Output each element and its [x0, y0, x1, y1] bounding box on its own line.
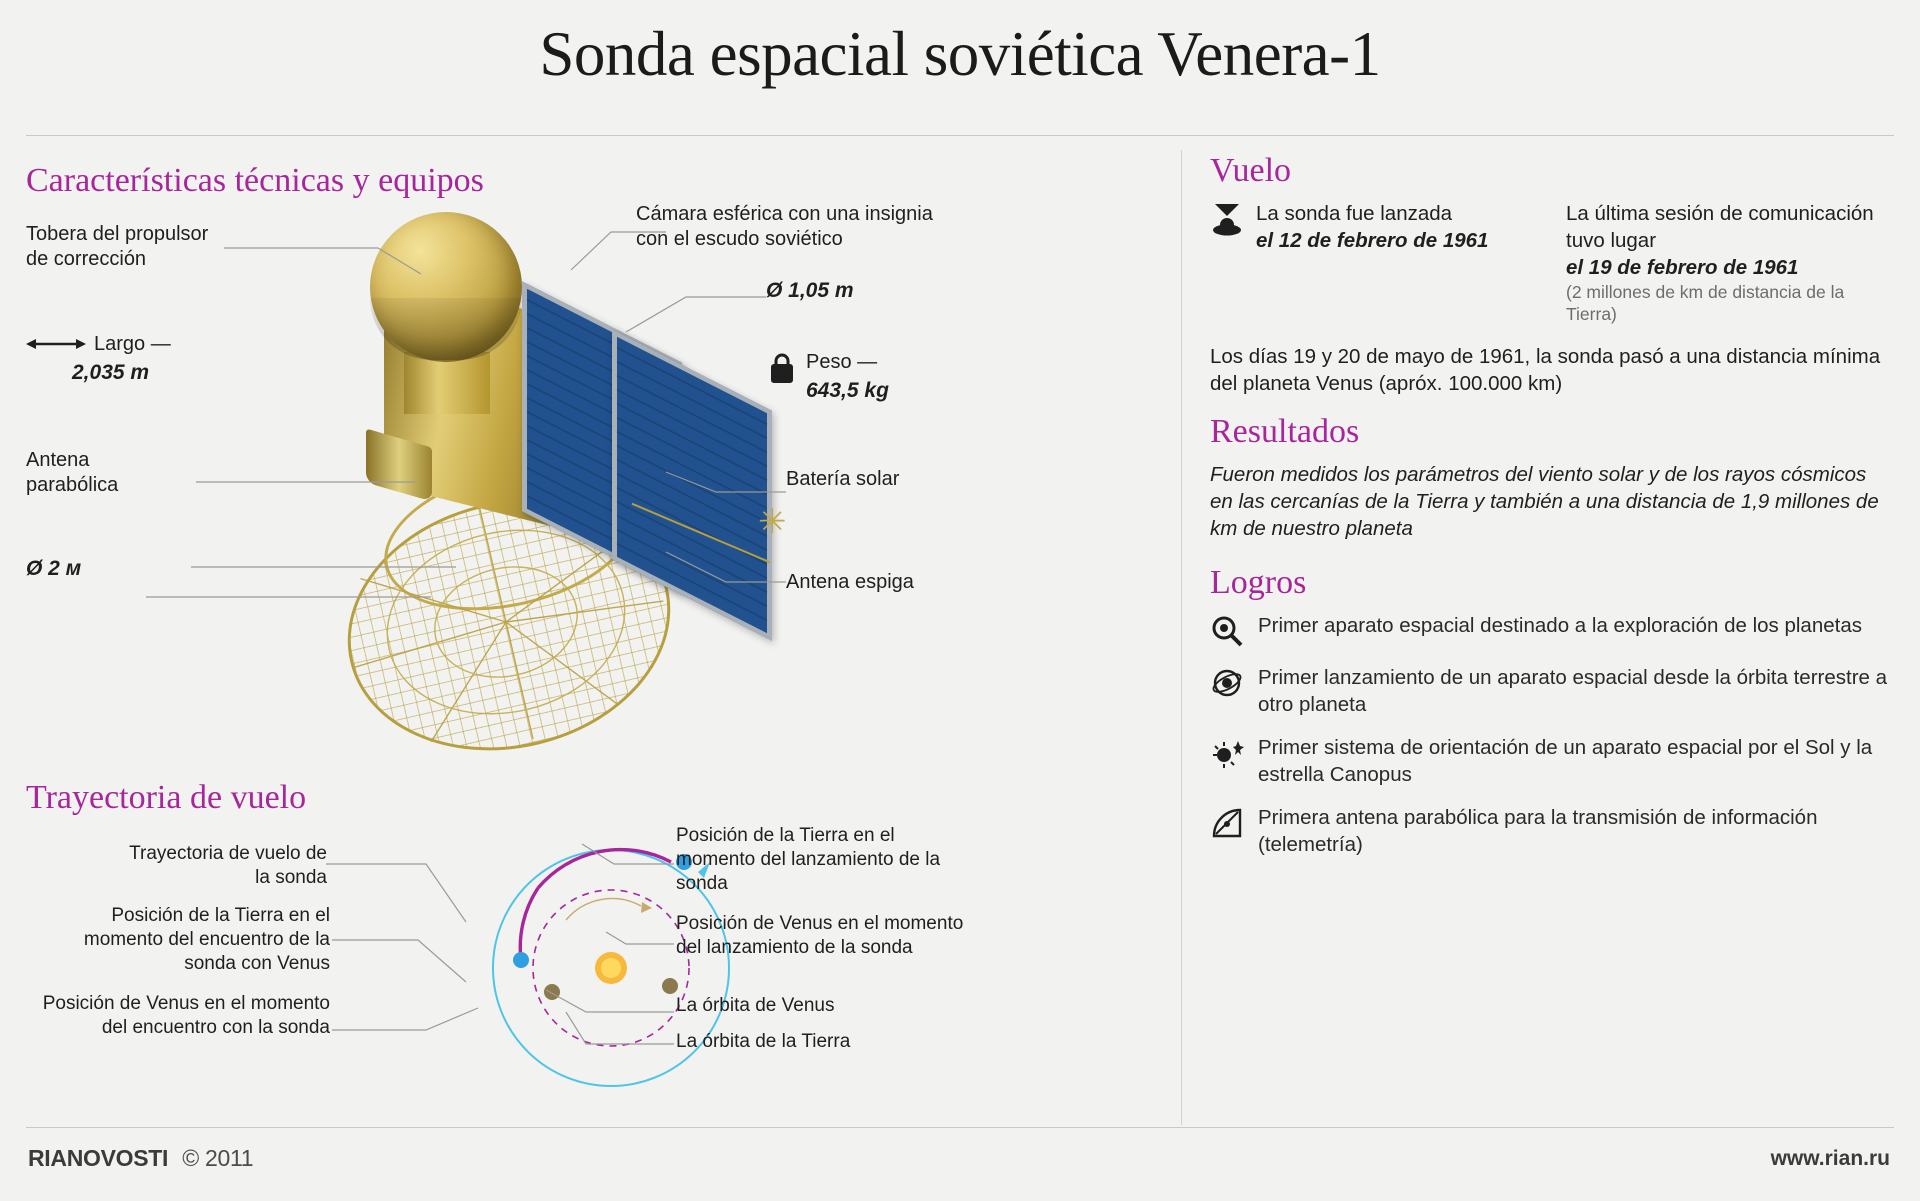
- label-sphere-diameter: Ø 1,05 m: [766, 279, 854, 302]
- flight-last-session-date: el 19 de febrero de 1961: [1566, 256, 1799, 279]
- dish-antenna-icon: [1210, 806, 1244, 840]
- label-earth-orbit: La órbita de la Tierra: [676, 1031, 851, 1052]
- section-heading-achievements: Logros: [1210, 564, 1307, 601]
- achievement-text: Primer sistema de orientación de un aparato espacial por el Sol y la estrella Canopus: [1258, 736, 1873, 786]
- section-heading-flight: Vuelo: [1210, 152, 1292, 189]
- orbit-icon: [1210, 666, 1244, 700]
- flight-launch-text: La sonda fue lanzada: [1256, 202, 1453, 225]
- label-length-value: 2,035 m: [72, 361, 150, 384]
- sun-star-icon: [1210, 736, 1244, 770]
- column-divider: [1181, 150, 1182, 1125]
- label-venus-orbit: La órbita de Venus: [676, 995, 835, 1016]
- spike-antenna-tip-icon: ✳: [758, 503, 787, 541]
- flight-last-session-text: La última sesión de comunicación tuvo lugar: [1566, 202, 1874, 252]
- section-heading-results: Resultados: [1210, 413, 1360, 450]
- probe-launch-icon: [1210, 202, 1244, 242]
- venus-at-encounter-graphic: [544, 984, 560, 1000]
- venus-at-launch-graphic: [662, 978, 678, 994]
- flight-last-session-block: [1566, 200, 1886, 325]
- achievement-text: Primer lanzamiento de un aparato espacial desde la órbita terrestre a otro planeta: [1258, 666, 1888, 716]
- label-spike-antenna: Antena espiga: [786, 571, 914, 593]
- footer-brand-group: [28, 1145, 253, 1172]
- header-divider: [26, 135, 1894, 136]
- flight-paragraph: Los días 19 y 20 de mayo de 1961, la sonda pasó a una distancia mínima del planeta Venus (apróx. 100.000 km): [1210, 345, 1881, 395]
- magnifier-icon: [1210, 614, 1244, 648]
- label-spherical-camera: Cámara esférica con una insignia con el escudo soviético: [636, 203, 933, 250]
- achievement-item: [1210, 804, 1894, 858]
- section-heading-trajectory: Trayectoria de vuelo: [26, 779, 307, 816]
- achievement-text: Primera antena parabólica para la transmisión de información (telemetría): [1258, 806, 1818, 856]
- weight-lock-icon: [768, 352, 796, 386]
- label-probe-path: Trayectoria de vuelo de la sonda: [129, 843, 327, 888]
- left-column: [26, 152, 1166, 1127]
- page-title: Sonda espacial soviética Venera-1: [539, 19, 1381, 89]
- achievement-item: [1210, 734, 1894, 788]
- label-earth-at-encounter: Posición de la Tierra en el momento del encuentro de la sonda con Venus: [83, 905, 330, 974]
- right-column: [1210, 152, 1894, 874]
- results-text: Fueron medidos los parámetros del viento solar y de los rayos cósmicos en las cercanías de la Tierra y también a una distancia de 1,9 millones de km de nuestro planeta: [1210, 463, 1879, 540]
- footer-url[interactable]: www.rian.ru: [1770, 1147, 1890, 1170]
- footer-brand: RIANOVOSTI: [28, 1145, 169, 1171]
- label-solar-battery: Batería solar: [786, 468, 900, 490]
- flight-launch-date: el 12 de febrero de 1961: [1256, 229, 1489, 252]
- label-weight-value: 643,5 kg: [806, 379, 889, 402]
- footer-divider: [26, 1127, 1894, 1128]
- flight-columns: [1210, 200, 1894, 325]
- label-parabolic-antenna: Antena parabólica: [26, 449, 119, 496]
- label-correction-nozzle: Tobera del propulsor de corrección: [26, 223, 209, 270]
- achievement-text: Primer aparato espacial destinado a la exploración de los planetas: [1258, 614, 1862, 637]
- flight-launch-block: [1210, 200, 1540, 325]
- label-length-name: Largo —: [94, 333, 171, 355]
- length-arrow-icon: [26, 336, 88, 352]
- achievement-item: [1210, 664, 1894, 718]
- section-heading-technical: Características técnicas y equipos: [26, 162, 484, 199]
- probe-trajectory-graphic: [538, 850, 671, 888]
- footer-copyright: © 2011: [182, 1145, 254, 1171]
- achievement-item: [1210, 612, 1894, 648]
- label-venus-at-encounter: Posición de Venus en el momento del encuentro con la sonda: [42, 993, 330, 1038]
- earth-at-encounter-graphic: [513, 952, 529, 968]
- label-venus-at-launch: Posición de Venus en el momento del lanzamiento de la sonda: [676, 913, 964, 958]
- label-weight-name: Peso —: [806, 351, 878, 373]
- label-dish-diameter: Ø 2 м: [26, 557, 82, 580]
- flight-last-session-note: (2 millones de km de distancia de la Tierra): [1566, 282, 1845, 324]
- label-earth-at-launch: Posición de la Tierra en el momento del lanzamiento de la sonda: [676, 825, 941, 894]
